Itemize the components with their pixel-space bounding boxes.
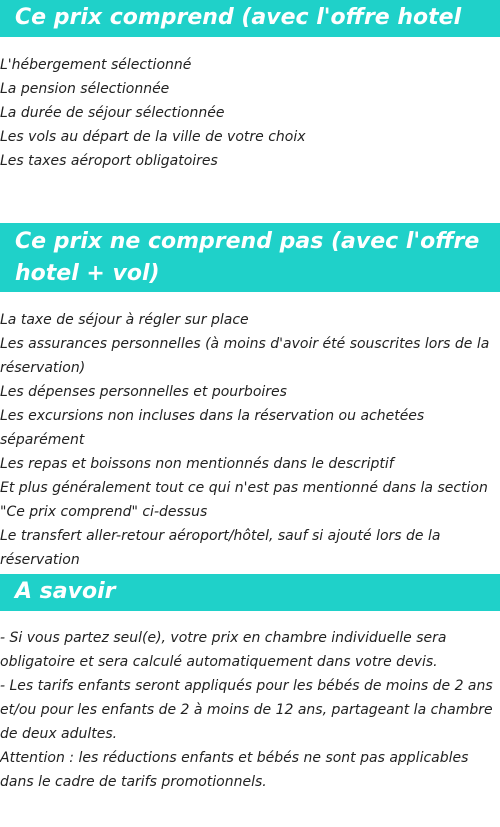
list-item: Les repas et boissons non mentionnés dans le descriptif [0, 456, 394, 472]
list-item: Les excursions non incluses dans la réservation ou achetées séparément [0, 408, 425, 448]
section-heading: A savoir [0, 574, 500, 611]
list-item: L'hébergement sélectionné [0, 57, 192, 73]
list-item: - Les tarifs enfants seront appliqués pour les bébés de moins de 2 ans et/ou pour les enfants de 2 à moins de 12 ans, partageant la chambre de deux adultes. [0, 678, 493, 742]
excluded-list [0, 308, 500, 572]
list-item: Les vols au départ de la ville de votre choix [0, 129, 306, 145]
list-item: Les assurances personnelles (à moins d'avoir été souscrites lors de la réservation) [0, 336, 490, 376]
info-list [0, 626, 500, 794]
list-item: La pension sélectionnée [0, 81, 170, 97]
list-item: Les taxes aéroport obligatoires [0, 153, 218, 169]
list-item: Le transfert aller-retour aéroport/hôtel, sauf si ajouté lors de la réservation [0, 528, 441, 568]
section-price-includes [0, 0, 500, 173]
list-item: La durée de séjour sélectionnée [0, 105, 225, 121]
list-item: Et plus généralement tout ce qui n'est pas mentionné dans la section "Ce prix comprend" ci-dessus [0, 480, 488, 520]
list-item: La taxe de séjour à régler sur place [0, 312, 249, 328]
section-heading: Ce prix comprend (avec l'offre hotel + vol) [0, 0, 500, 37]
section-price-excludes [0, 223, 500, 572]
included-list [0, 53, 500, 173]
section-heading: Ce prix ne comprend pas (avec l'offre hotel + vol) [0, 223, 500, 292]
list-item: Les dépenses personnelles et pourboires [0, 384, 287, 400]
list-item: Attention : les réductions enfants et bébés ne sont pas applicables dans le cadre de tarifs promotionnels. [0, 750, 469, 790]
list-item: - Si vous partez seul(e), votre prix en chambre individuelle sera obligatoire et sera calculé automatiquement dans votre devis. [0, 630, 447, 670]
section-good-to-know [0, 574, 500, 794]
